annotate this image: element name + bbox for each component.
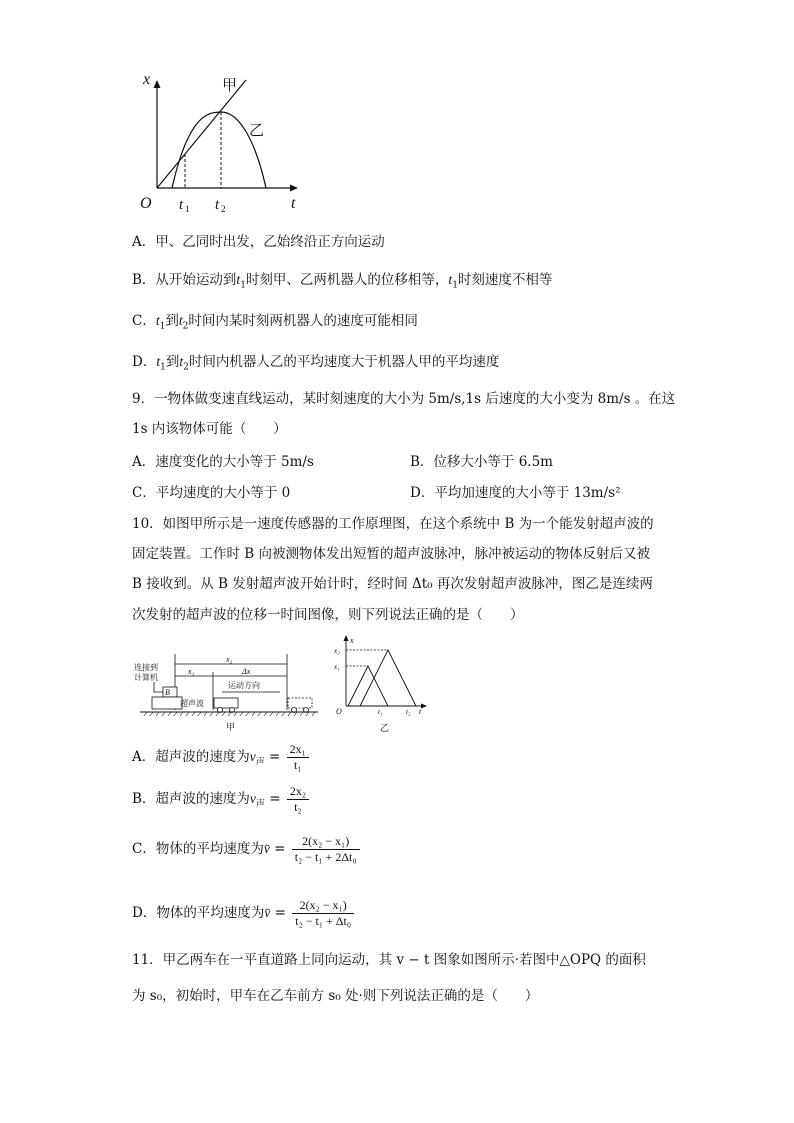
q10-stem-line2: 固定装置。工作时 B 向被测物体发出短暂的超声波脉冲，脉冲被运动的物体反射后又被	[132, 546, 651, 562]
x-axis-arrow	[154, 80, 161, 88]
q8-b-text2: 时刻甲、乙两机器人的位移相等，	[245, 272, 449, 288]
computer-label-1: 连接到	[134, 663, 158, 672]
q8-b-text1: B．从开始运动到	[132, 272, 237, 288]
q10-a-text: A．超声波的速度为	[132, 749, 250, 765]
q10-a-num: 2x₁	[287, 742, 309, 758]
yi-t-label: t	[419, 707, 422, 716]
yi-x2-label: x₂	[334, 647, 340, 655]
x-axis-label: x	[143, 71, 151, 88]
ground-hatch	[144, 712, 315, 716]
q10-a-fraction	[287, 742, 309, 773]
q10-b-v: v	[249, 791, 256, 806]
q9-option-b: B．位移大小等于 6.5m	[410, 454, 553, 470]
q10-b-den: t₂	[294, 800, 302, 814]
t-axis-arrow	[290, 185, 298, 192]
q10-b-text: B．超声波的速度为	[132, 791, 250, 807]
q10-stem-line1: 10．如图甲所示是一速度传感器的工作原理图，在这个系统中 B 为一个能发射超声波的	[132, 516, 654, 532]
first-pulse	[348, 666, 388, 706]
q10-option-b: B．超声波的速度为$v_声$ = $\frac{\text{2x₂}}{\text{t₂}}$	[132, 782, 311, 822]
t2-sub: 2	[221, 204, 226, 214]
t2-label: t	[215, 197, 220, 213]
line-jia	[157, 80, 246, 188]
q11-stem-line1: 11．甲乙两车在一平直道路上同向运动，其 v − t 图象如图所示·若图中△OPQ 的面积	[132, 952, 646, 968]
b-label: B	[165, 688, 170, 697]
q9-option-a: A．速度变化的大小等于 5m/s	[132, 454, 314, 470]
yi-origin: O	[336, 707, 342, 716]
q8-b-text3: 时刻速度不相等	[457, 272, 553, 288]
q8-d-text: 时间内机器人乙的平均速度大于机器人甲的平均速度	[188, 354, 500, 370]
yi-x1-label: x₁	[334, 663, 340, 671]
q8-c-prefix: C．	[132, 313, 156, 329]
computer-label-2: 计算机	[134, 673, 158, 682]
q8-d-t1sub: 1	[160, 362, 166, 373]
q8-b-tsub: 1	[240, 280, 246, 291]
moved-object	[288, 698, 312, 708]
q8-option-a: A．甲、乙同时出发，乙始终沿正方向运动	[132, 234, 385, 250]
x1-label: x₁	[188, 667, 195, 676]
second-pulse	[360, 650, 416, 706]
q10-a-den: t₁	[294, 758, 302, 772]
t1-label: t	[179, 197, 184, 213]
q8-c-t2sub: 2	[182, 321, 189, 332]
q10-c-vbar: v̄	[263, 841, 270, 856]
q8-d-prefix: D．	[132, 354, 157, 370]
q10-b-num: 2x₂	[287, 784, 309, 800]
yi-label: 乙	[249, 123, 265, 139]
q8-c-t1: t	[155, 313, 160, 328]
q8-d-t1: t	[156, 354, 161, 369]
q10-stem-line4: 次发射的超声波的位移一时间图像，则下列说法正确的是（ ）	[132, 607, 524, 623]
q10-c-text: C．物体的平均速度为	[132, 841, 264, 857]
yi-t-arrow	[421, 704, 427, 709]
q10-d-num: 2(x₂ − x₁)	[292, 898, 354, 914]
q8-d-to: 到	[165, 354, 180, 370]
q10-option-a: A．超声波的速度为$v_声$ = $\frac{\text{2x₁}}{\text{t₁}}$	[132, 740, 311, 780]
q10-b-fraction	[287, 784, 309, 815]
origin-label: O	[140, 195, 152, 212]
q10-b-vsub: 声	[255, 799, 265, 810]
q8-option-b	[132, 270, 552, 296]
fig-jia-caption: 甲	[226, 722, 236, 732]
motion-label: 运动方向	[228, 681, 260, 690]
q10-a-vsub: 声	[255, 757, 265, 768]
q8-c-to: 到	[165, 313, 179, 329]
x2-label: x₂	[226, 655, 233, 664]
q10-d-den: t₂ − t₁ + Δt₀	[295, 914, 352, 928]
xt-graph	[130, 68, 310, 218]
q8-b-t-2: t	[448, 272, 453, 287]
moving-object	[214, 698, 238, 708]
q8-b-tsub-2: 1	[452, 280, 458, 291]
q9-stem-line1: 9．一物体做变速直线运动，某时刻速度的大小为 5m/s,1s 后速度的大小变为 8m/s 。在这	[132, 391, 676, 407]
sensor-xt-graph	[332, 634, 432, 738]
q9-option-c: C．平均速度的大小等于 0	[132, 485, 291, 501]
q8-c-t1sub: 1	[159, 321, 166, 332]
q10-option-d: D．物体的平均速度为v̄ = $\frac{\text{2(x₂ − x₁)}}{\text{t₂ − t₁ + Δt₀}}$	[132, 896, 356, 930]
t-axis-label: t	[291, 195, 296, 212]
q9-stem-line2: 1s 内该物体可能（ ）	[132, 421, 287, 437]
q10-option-c: C．物体的平均速度为v̄ = $\frac{\text{2(x₂ − x₁)}}{\text{t₂ − t₁ + 2Δt₀}}$	[132, 832, 362, 866]
jia-label: 甲	[222, 78, 238, 94]
yi-t2-label: t₂	[406, 708, 411, 716]
fig-yi-caption: 乙	[380, 723, 390, 733]
sensor-diagram	[130, 648, 325, 738]
computer-wire	[154, 682, 163, 692]
q10-c-den: t₂ − t₁ + 2Δt₀	[294, 850, 357, 864]
q9-option-d: D．平均加速度的大小等于 13m/s²	[410, 485, 621, 501]
dx-label: Δx	[242, 667, 251, 676]
q10-stem-line3: B 接收到。从 B 发射超声波开始计时，经时间 Δt₀ 再次发射超声波脉冲，图乙是连续两	[132, 576, 653, 592]
q10-d-text: D．物体的平均速度为	[132, 905, 265, 921]
q8-option-d	[132, 352, 499, 378]
q10-c-fraction	[292, 834, 360, 865]
t1-sub: 1	[185, 204, 190, 214]
q8-option-c	[132, 311, 418, 337]
q8-d-t2: t	[179, 354, 184, 369]
yi-t1-label: t₁	[378, 708, 383, 716]
q10-d-fraction	[292, 898, 354, 929]
device-base	[152, 697, 182, 709]
q8-d-t2sub: 2	[183, 362, 189, 373]
q8-b-t: t	[236, 272, 241, 287]
q10-d-vbar: v̄	[264, 905, 271, 920]
q10-a-v: v	[249, 749, 256, 764]
q8-c-text: 时间内某时刻两机器人的速度可能相同	[188, 313, 418, 329]
q8-c-t2: t	[178, 313, 183, 328]
yi-x-arrow	[344, 635, 349, 641]
q11-stem-line2: 为 s₀，初始时，甲车在乙车前方 s₀ 处·则下列说法正确的是（ ）	[132, 988, 539, 1004]
yi-x-label: x	[350, 636, 354, 645]
wave-label: 超声波	[180, 699, 204, 708]
q10-c-num: 2(x₂ − x₁)	[292, 834, 360, 850]
